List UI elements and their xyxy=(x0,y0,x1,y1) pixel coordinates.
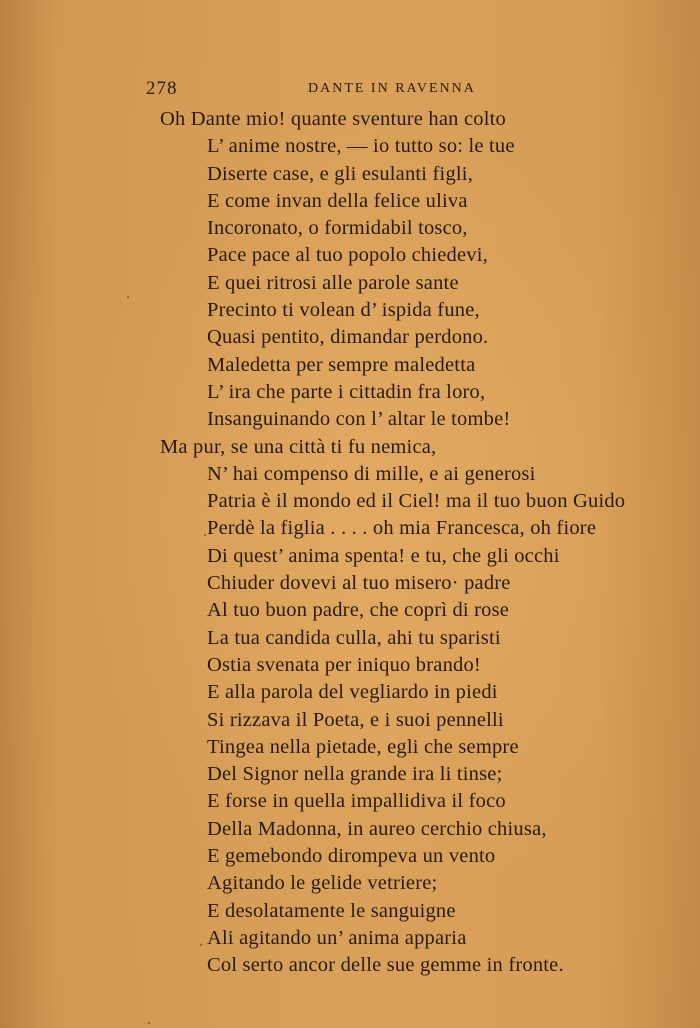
verse-line: Della Madonna, in aureo cerchio chiusa, xyxy=(207,817,547,840)
running-head xyxy=(0,78,700,98)
verse-line: Diserte case, e gli esulanti figli, xyxy=(207,162,474,185)
verse-line: Ostia svenata per iniquo brando! xyxy=(207,653,481,676)
verse-line: Agitando le gelide vetriere; xyxy=(207,872,438,895)
verse-line: Si rizzava il Poeta, e i suoi pennelli xyxy=(207,708,504,731)
verse-line: La tua candida culla, ahi tu sparisti xyxy=(207,626,501,649)
verse-line: Precinto ti volean d’ ispida fune, xyxy=(207,299,480,322)
verse-line: Perdè la figlia . . . . oh mia Francesca, oh fiore xyxy=(207,517,597,540)
verse-line: Al tuo buon padre, che coprì di rose xyxy=(207,599,510,622)
verse-line: E alla parola del vegliardo in piedi xyxy=(207,681,498,704)
verse-line: Oh Dante mio! quante sventure han colto xyxy=(160,108,506,130)
paper-speck xyxy=(148,1022,150,1024)
paper-speck xyxy=(204,534,206,536)
verse-line: Patria è il mondo ed il Ciel! ma il tuo buon Guido xyxy=(207,490,626,513)
verse-line: Col serto ancor delle sue gemme in fronte. xyxy=(207,954,564,977)
verse-line: Insanguinando con l’ altar le tombe! xyxy=(207,408,511,431)
verse-line: E forse in quella impallidiva il foco xyxy=(207,790,506,813)
verse-line: Incoronato, o formidabil tosco, xyxy=(207,217,468,240)
verse-line: E desolatamente le sanguigne xyxy=(207,899,456,922)
page-number: 278 xyxy=(146,78,178,99)
verse-line: Quasi pentito, dimandar perdono. xyxy=(207,326,489,349)
verse-line: Del Signor nella grande ira li tinse; xyxy=(207,763,503,786)
verse-line: E come invan della felice uliva xyxy=(207,189,468,212)
verse-line: Pace pace al tuo popolo chiedevi, xyxy=(207,244,488,267)
paper-speck xyxy=(127,296,129,298)
verse-line: L’ ira che parte i cittadin fra loro, xyxy=(207,380,486,403)
running-title: DANTE IN RAVENNA xyxy=(308,81,476,96)
verse-line: N’ hai compenso di mille, e ai generosi xyxy=(207,462,536,485)
verse-line: Tingea nella pietade, egli che sempre xyxy=(207,735,519,758)
verse-line: Ali agitando un’ anima apparia xyxy=(207,926,467,949)
verse-line: L’ animе nostre, — io tutto so: le tue xyxy=(207,135,515,158)
verse-line: Ma pur, se una città ti fu nemica, xyxy=(160,435,437,458)
poem-body xyxy=(0,106,700,980)
verse-line: Di quest’ anima spenta! e tu, che gli occhi xyxy=(207,544,560,567)
verse-line: E gemebondo dirompeva un vento xyxy=(207,845,496,868)
verse-line: Maledetta per sempre maledetta xyxy=(207,353,476,376)
verse-line: E quei ritrosi alle parole sante xyxy=(207,271,459,294)
verse-line: Chiuder dovevi al tuo misero· padre xyxy=(207,572,511,595)
paper-speck xyxy=(200,944,202,946)
